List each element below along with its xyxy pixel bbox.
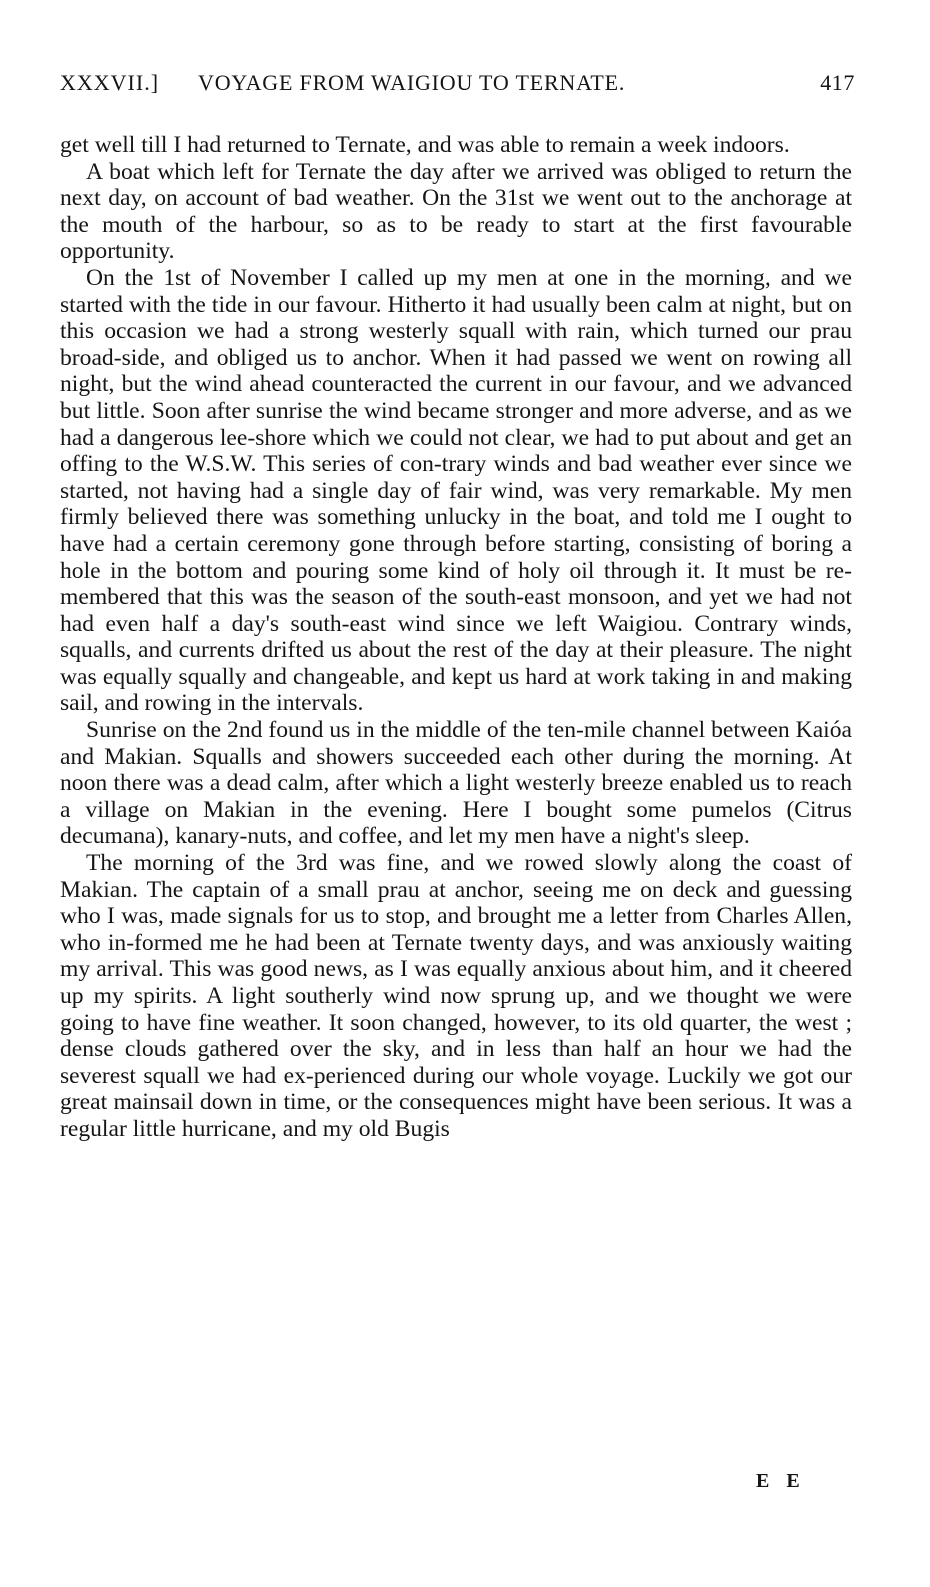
paragraph-continuation: get well till I had returned to Ternate, and was able to remain a week indoors. [60, 132, 790, 158]
chapter-number: XXXVII.] [60, 70, 160, 95]
printer-signature: E E [756, 1470, 806, 1492]
running-title: VOYAGE FROM WAIGIOU TO TERNATE. [198, 70, 626, 95]
paragraph: On the 1st of November I called up my men at one in the morning, and we started with the tide in our favour. Hitherto it had usually been calm at night, but on this occasion we had a strong westerly squall with rain, which turned our prau broad-side, and obliged us to anchor. When it had passed we went on rowing all night, but the wind ahead counteracted the current in our favour, and we advanced but little. Soon after sunrise the wind became stronger and more adverse, and as we had a dangerous lee-shore which we could not clear, we had to put about and get an offing to the W.S.W. This series of con-trary winds and bad weather ever since we started, not having had a single day of fair wind, was very remarkable. My men firmly believed there was something unlucky in the boat, and told me I ought to have had a certain ceremony gone through before starting, consisting of boring a hole in the bottom and pouring some kind of holy oil through it. It must be re-membered that this was the season of the south-east monsoon, and yet we had not had even half a day's south-east wind since we left Waigiou. Contrary winds, squalls, and currents drifted us about the rest of the day at their pleasure. The night was equally squally and changeable, and kept us hard at work taking in and making sail, and rowing in the intervals. [60, 264, 852, 717]
paragraph: A boat which left for Ternate the day after we arrived was obliged to return the next day, on account of bad weather. On the 31st we went out to the anchorage at the mouth of the harbour, so as to be ready to start at the first favourable opportunity. [60, 158, 852, 265]
running-header [60, 70, 855, 100]
page-number: 417 [820, 70, 855, 95]
paragraph: Sunrise on the 2nd found us in the middle of the ten-mile channel between Kaióa and Makian. Squalls and showers succeeded each other during the morning. At noon there was a dead calm, after which a light westerly breeze enabled us to reach a village on Makian in the evening. Here I bought some pumelos (Citrus decumana), kanary-nuts, and coffee, and let my men have a night's sleep. [60, 717, 852, 850]
paragraph: The morning of the 3rd was fine, and we rowed slowly along the coast of Makian. The captain of a small prau at anchor, seeing me on deck and guessing who I was, made signals for us to stop, and brought me a letter from Charles Allen, who in-formed me he had been at Ternate twenty days, and was anxiously waiting my arrival. This was good news, as I was equally anxious about him, and it cheered up my spirits. A light southerly wind now sprung up, and we thought we were going to have fine weather. It soon changed, however, to its old quarter, the west ; dense clouds gathered over the sky, and in less than half an hour we had the severest squall we had ex-perienced during our whole voyage. Luckily we got our great mainsail down in time, or the consequences might have been serious. It was a regular little hurricane, and my old Bugis [60, 850, 852, 1142]
body-text [60, 132, 852, 1143]
